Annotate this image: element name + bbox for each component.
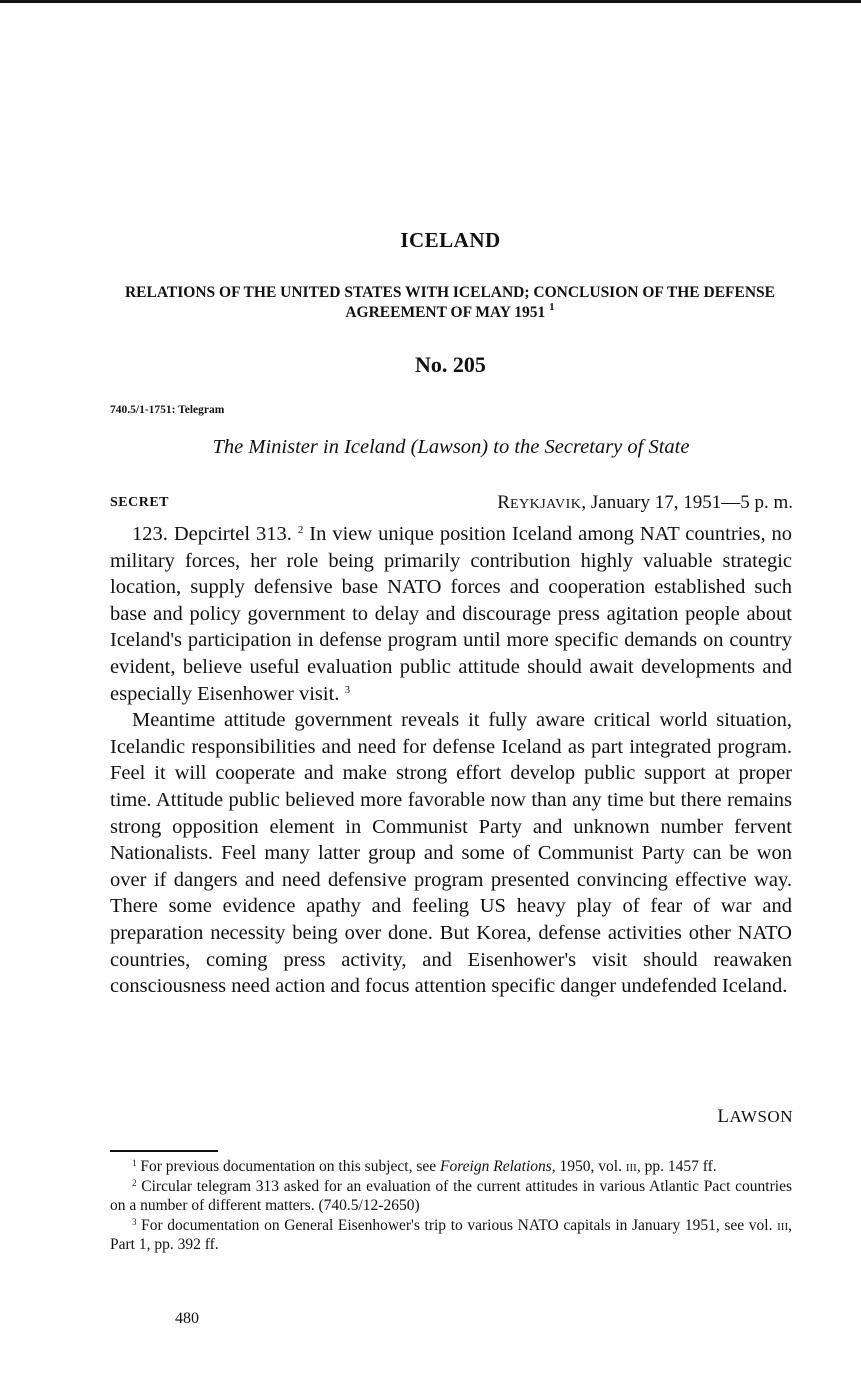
footnote-1-marker: 1: [132, 1158, 137, 1168]
footnote-ref-3: 3: [344, 683, 351, 696]
paragraph-1-lead: 123. Depcirtel 313.: [132, 523, 292, 545]
footnote-1-text-a: For previous documentation on this subject, see: [136, 1158, 440, 1175]
footnote-1: [110, 1157, 792, 1177]
signature-rest: AWSON: [729, 1107, 793, 1126]
telegram-body: [110, 521, 792, 1000]
footnote-ref-2: 2: [297, 524, 304, 536]
subtitle-text: RELATIONS OF THE UNITED STATES WITH ICELAND; CONCLUSION OF THE DEFENSE AGREEMENT OF MAY 1951: [124, 284, 775, 321]
footnote-2-marker: 2: [132, 1177, 137, 1188]
classification-label: SECRET: [110, 495, 170, 510]
place-and-date: [497, 492, 793, 514]
place-rest: EYKJAVIK: [509, 497, 582, 512]
page-number: 480: [175, 1310, 199, 1327]
footnote-3: [110, 1216, 792, 1255]
footnote-3-text-a: For documentation on General Eisenhower's trip to various NATO capitals in January 1951, see vol.: [136, 1216, 778, 1234]
document-number: No. 205: [415, 352, 486, 377]
signature-initial: L: [717, 1106, 730, 1127]
footnote-2: [110, 1177, 792, 1216]
date-time: , January 17, 1951—5 p. m.: [581, 492, 793, 513]
footnote-3-text-b: , Part 1, pp. 392 ff.: [110, 1216, 792, 1253]
place-initial: R: [497, 492, 510, 513]
footnote-1-text-b: 1950, vol.: [555, 1158, 626, 1175]
footnotes: [110, 1157, 792, 1255]
section-subtitle: [110, 283, 790, 323]
paragraph-1-text: In view unique position Iceland among NAT countries, no military forces, her role being primarily contribution highly valuable strategic location, supply defensive base NATO forces and cooperation established such base and policy government to delay and discourage press agitation people about Iceland's participation in defense program until more specific demands on country evident, believe useful evaluation public attitude should await developments and especially Eisenhower visit.: [110, 523, 793, 705]
footnote-ref-1: 1: [549, 301, 555, 313]
paragraph-1: [110, 521, 792, 707]
footnote-1-citation: Foreign Relations,: [440, 1158, 556, 1175]
footnote-2-text: Circular telegram 313 asked for an evaluation of the current attitudes in various Atlantic Pact countries on a number of different matters. (740.5/12-2650): [110, 1177, 792, 1214]
footnote-3-marker: 3: [132, 1216, 137, 1227]
top-border-line: [0, 0, 861, 3]
footnote-divider: [110, 1150, 218, 1152]
document-title: The Minister in Iceland (Lawson) to the Secretary of State: [212, 436, 690, 458]
paragraph-2: Meantime attitude government reveals it fully aware critical world situation, Icelandic responsibilities and need for defense Iceland as part integrated program. Feel it will cooperate and make strong effort develop public support at proper time. Attitude public believed more favorable now than any time but there remains strong opposition element in Communist Party and unknown number fervent Nationalists. Feel many latter group and some of Communist Party can be won over if dangers and need defensive program presented convincing effective way. There some evidence apathy and feeling US heavy play of fear of war and preparation necessity being over done. But Korea, defense activities other NATO countries, coming press activity, and Eisenhower's visit should reawaken consciousness need action and focus attention specific danger undefended Iceland.: [110, 709, 792, 998]
footnote-1-text-c: , pp. 1457 ff.: [636, 1158, 717, 1175]
footnote-1-volume: iii: [625, 1158, 637, 1175]
file-reference: 740.5/1-1751: Telegram: [110, 404, 225, 416]
signature: [717, 1106, 793, 1128]
footnote-3-volume: iii: [777, 1216, 789, 1234]
page-heading: ICELAND: [400, 228, 501, 252]
